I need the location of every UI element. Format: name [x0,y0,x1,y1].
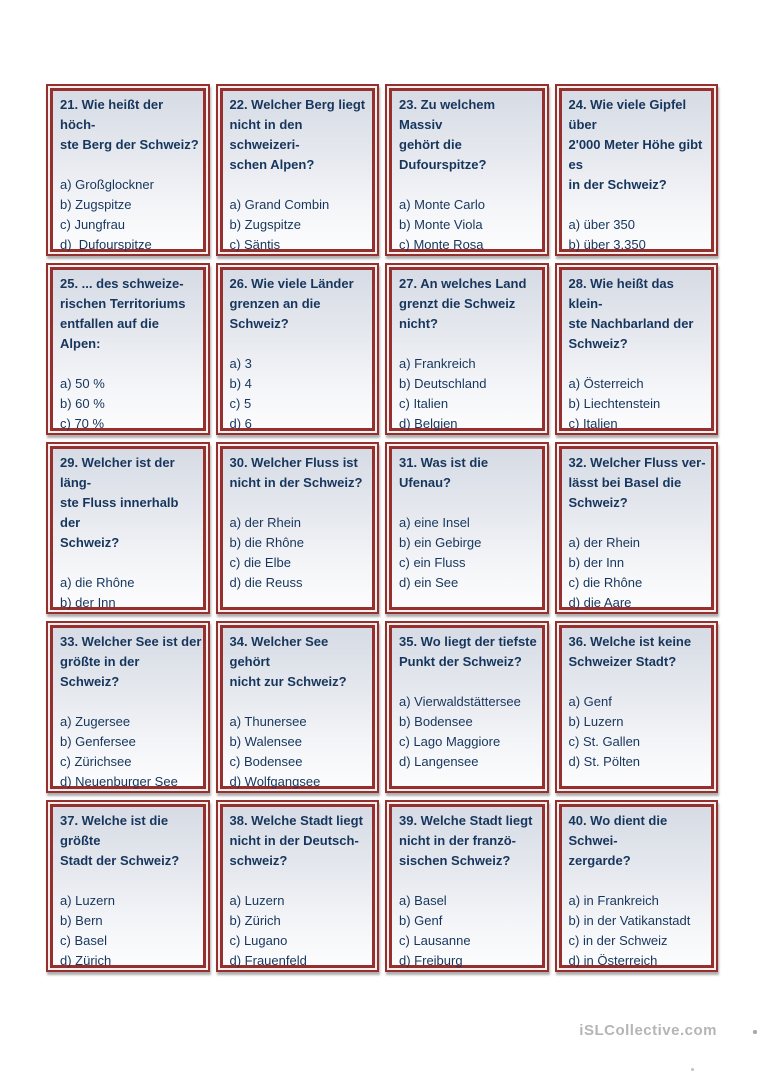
answer-option: c) die Elbe [229,555,291,570]
question-text: 26. Wie viele Länder grenzen an die Schweiz? [229,276,354,331]
answer-option: b) der Inn [60,595,116,610]
question-text: 38. Welche Stadt liegt nicht in der Deutsch- schweiz? [229,813,363,868]
answer-option: c) Monte Rosa [399,237,484,252]
quiz-card [216,442,380,614]
answer-option: b) Genfersee [60,734,136,749]
question-text: 21. Wie heißt der höch- ste Berg der Schweiz? [60,97,199,152]
answer-option: a) Vierwaldstättersee [399,694,521,709]
question-text: 24. Wie viele Gipfel über 2'000 Meter Höhe gibt es in der Schweiz? [568,97,703,192]
answer-option: c) Lugano [229,933,288,948]
answer-option: b) Walensee [229,734,302,749]
question-text: 28. Wie heißt das klein- ste Nachbarland der Schweiz? [568,276,694,351]
answer-option: b) Zugspitze [60,197,132,212]
answer-options [230,712,372,792]
quiz-card [216,800,380,972]
answer-option: a) Luzern [229,893,285,908]
quiz-card [555,263,719,435]
answer-option: d) Zürich [60,953,112,968]
answer-option: c) Italien [568,416,618,431]
answer-option: b) 60 % [60,396,105,411]
answer-options [569,692,711,772]
answer-option: d) die Reuss [229,575,303,590]
quiz-card [385,621,549,793]
answer-option: c) 70 % [60,416,105,431]
quiz-card [216,621,380,793]
answer-option: a) Großglockner [60,177,154,192]
answer-option: d) Neuenburger See [60,774,178,789]
answer-option: a) 3 [229,356,252,371]
dot-artifact [753,1030,757,1034]
answer-option: c) die Rhône [568,575,643,590]
quiz-card [555,84,719,256]
answer-option: c) Lago Maggiore [399,734,501,749]
answer-option: a) Thunersee [229,714,307,729]
answer-option: d) Langensee [399,754,479,769]
answer-option: a) über 350 [568,217,635,232]
question-text: 32. Welcher Fluss ver- lässt bei Basel die Schweiz? [568,455,706,510]
answer-option [569,255,711,256]
answer-options [569,215,711,256]
quiz-grid [46,84,718,972]
quiz-card [46,84,210,256]
quiz-card [46,442,210,614]
question-text: 34. Welcher See gehört nicht zur Schweiz? [229,634,347,689]
question-text: 36. Welche ist keine Schweizer Stadt? [568,634,692,669]
answer-option: c) Jungfrau [60,217,126,232]
quiz-card [385,442,549,614]
quiz-card [216,263,380,435]
answer-options [569,533,711,613]
quiz-card [46,621,210,793]
question-text: 30. Welcher Fluss ist nicht in der Schweiz? [229,455,363,490]
answer-option: b) Deutschland [399,376,487,391]
answer-option: c) St. Gallen [568,734,641,749]
answer-option: b) Bern [60,913,103,928]
answer-option: c) Lausanne [399,933,471,948]
answer-option: c) 5 [229,396,252,411]
answer-options [60,175,202,255]
question-text: 33. Welcher See ist der größte in der Schweiz? [60,634,202,689]
quiz-card [385,800,549,972]
answer-options [399,195,541,256]
answer-option: b) Monte Viola [399,217,483,232]
quiz-card [555,800,719,972]
answer-options [230,195,372,256]
answer-option [60,613,202,614]
answer-option: c) in der Schweiz [568,933,668,948]
answer-option: a) Luzern [60,893,115,908]
answer-options [399,354,541,434]
answer-options [569,374,711,435]
answer-option: b) 4 [229,376,252,391]
answer-option: b) Zürich [229,913,281,928]
answer-option: b) in der Vatikanstadt [568,913,691,928]
answer-option: a) Genf [568,694,612,709]
answer-options [60,712,202,792]
answer-option: c) ein Fluss [399,555,466,570]
quiz-card [46,263,210,435]
answer-option [60,434,202,435]
answer-options [230,891,372,971]
answer-option: d) Dufourspitze [60,237,152,252]
answer-option: a) die Rhône [60,575,135,590]
answer-option: a) Zugersee [60,714,131,729]
answer-option: d) Frauenfeld [229,953,307,968]
question-text: 35. Wo liegt der tiefste Punkt der Schweiz? [399,634,537,669]
question-text: 27. An welches Land grenzt die Schweiz nicht? [399,276,527,331]
answer-option: b) die Rhône [229,535,304,550]
answer-option: a) Frankreich [399,356,476,371]
answer-option: d) 6 [229,416,252,431]
answer-option: b) über 3.350 [568,237,646,252]
answer-option: d) Belgien [399,416,458,431]
answer-option: a) eine Insel [399,515,470,530]
question-text: 31. Was ist die Ufenau? [399,455,489,490]
watermark: iSLCollective.com [579,1022,717,1039]
answer-options [230,354,372,434]
answer-option: b) der Inn [568,555,625,570]
answer-option: a) der Rhein [229,515,302,530]
answer-options [230,513,372,593]
answer-option: d) die Aare [568,595,632,610]
answer-option: c) Basel [60,933,107,948]
answer-option: d) ein See [399,575,459,590]
question-text: 23. Zu welchem Massiv gehört die Dufourspitze? [399,97,496,172]
answer-option: a) in Frankreich [568,893,659,908]
dot-artifact [691,1068,694,1071]
answer-options [569,891,711,971]
answer-option: b) Liechtenstein [568,396,661,411]
answer-option: b) Bodensee [399,714,473,729]
answer-option: a) Grand Combin [229,197,330,212]
answer-option: d) St. Pölten [568,754,641,769]
answer-option: d) Freiburg [399,953,463,968]
answer-option: c) Italien [399,396,449,411]
answer-option: c) Bodensee [229,754,303,769]
answer-option: c) Säntis [229,237,281,252]
answer-option: b) Zugspitze [229,217,302,232]
quiz-card [46,800,210,972]
answer-option: a) der Rhein [568,535,641,550]
question-text: 22. Welcher Berg liegt nicht in den schweizeri- schen Alpen? [229,97,366,172]
answer-option: b) Luzern [568,714,624,729]
quiz-card [555,621,719,793]
answer-options [60,891,202,971]
answer-options [399,891,541,971]
quiz-card [216,84,380,256]
answer-option [569,434,711,435]
question-text: 40. Wo dient die Schwei- zergarde? [568,813,668,868]
answer-option: a) Monte Carlo [399,197,485,212]
quiz-card [385,263,549,435]
answer-option: c) Zürichsee [60,754,132,769]
answer-options [60,374,202,435]
answer-option: a) Basel [399,893,447,908]
answer-option [399,255,541,256]
question-text: 37. Welche ist die größte Stadt der Schweiz? [60,813,180,868]
answer-options [60,573,202,614]
answer-option: d) Wolfgangsee [229,774,321,789]
answer-option: a) Österreich [568,376,644,391]
answer-option: a) 50 % [60,376,105,391]
question-text: 25. ... des schweize- rischen Territoriums entfallen auf die Alpen: [60,276,186,351]
question-text: 29. Welcher ist der läng- ste Fluss innerhalb der Schweiz? [60,455,179,550]
answer-option: d) in Österreich [568,953,658,968]
question-text: 39. Welche Stadt liegt nicht in der franzö- sischen Schweiz? [399,813,533,868]
quiz-card [385,84,549,256]
answer-option: b) Genf [399,913,443,928]
answer-options [399,513,541,593]
answer-options [399,692,541,772]
answer-option: b) ein Gebirge [399,535,482,550]
quiz-card [555,442,719,614]
answer-option [230,255,372,256]
